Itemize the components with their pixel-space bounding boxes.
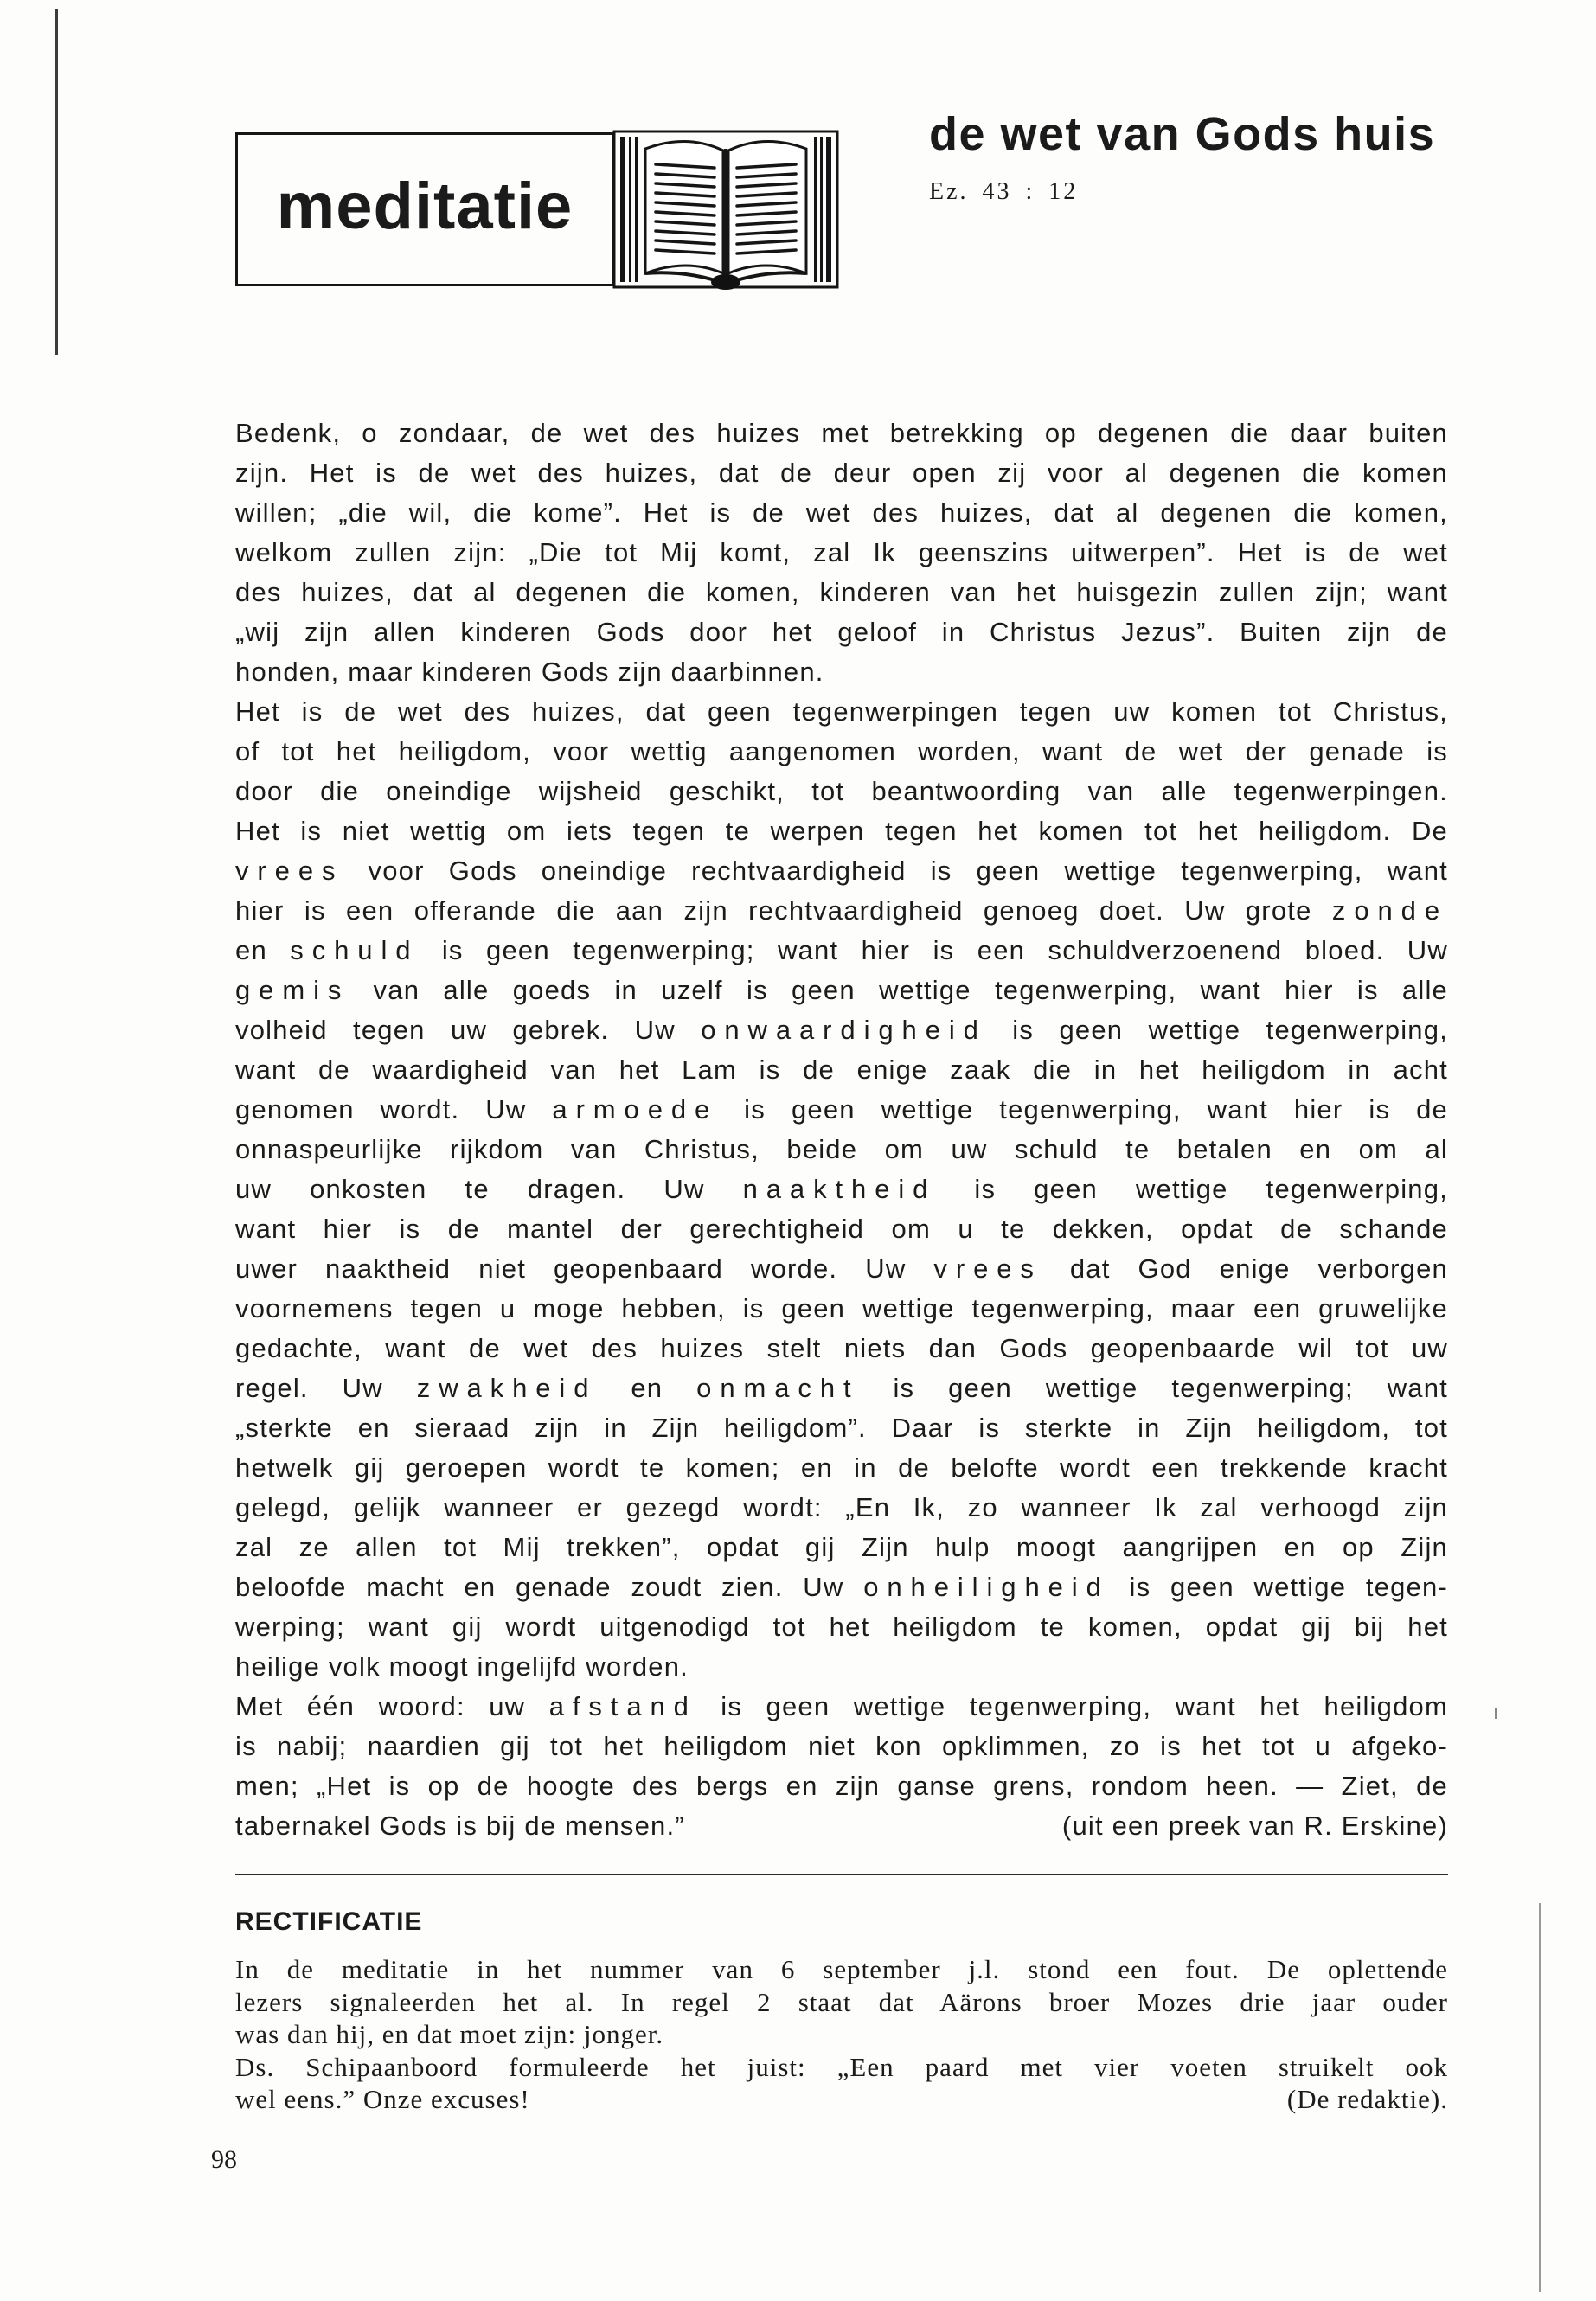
text-run: Met één woord: uw	[235, 1691, 549, 1721]
emphasized-word: vrees	[235, 856, 344, 886]
scan-edge-line	[1539, 1903, 1541, 2292]
text-run: willen; „die wil, die kome”. Het is de wet des huizes, dat al degenen die komen,	[235, 497, 1448, 528]
article-title: de wet van Gods huis	[929, 108, 1436, 160]
open-book-icon	[612, 126, 839, 292]
closing-text: tabernakel Gods is bij de mensen.”	[235, 1811, 685, 1841]
emphasized-word: onheiligheid	[863, 1572, 1110, 1602]
text-run: regel. Uw	[235, 1373, 417, 1403]
scan-edge-line	[55, 9, 58, 355]
text-line	[235, 732, 1448, 772]
text-line	[235, 1647, 1448, 1687]
text-line	[235, 851, 1448, 891]
paragraph	[235, 413, 1448, 692]
text-run: en	[597, 1373, 697, 1403]
closing-line	[235, 2083, 1448, 2116]
text-run: In de meditatie in het nummer van 6 september j.l. stond een fout. De oplettende	[235, 1954, 1448, 1984]
text-line	[235, 1249, 1448, 1289]
text-line	[235, 612, 1448, 652]
emphasized-word: zwakheid	[416, 1373, 598, 1403]
text-line	[235, 413, 1448, 453]
text-run: men; „Het is op de hoogte des bergs en zijn ganse grens, rondom heen. — Ziet, de	[235, 1771, 1448, 1801]
text-line	[235, 1170, 1448, 1209]
page-number: 98	[211, 2145, 237, 2174]
closing-line	[235, 1806, 1448, 1846]
text-run: dat God enige verborgen	[1042, 1253, 1448, 1284]
text-run: werping; want gij wordt uitgenodigd tot het heiligdom te komen, opdat gij bij het	[235, 1612, 1448, 1642]
text-line	[235, 1289, 1448, 1329]
text-run: lezers signaleerden het al. In regel 2 staat dat Aärons broer Mozes drie jaar ouder	[235, 1986, 1448, 2017]
section-label-box	[235, 132, 614, 286]
text-run: welkom zullen zijn: „Die tot Mij komt, zal Ik geenszins uitwerpen”. Het is de wet	[235, 537, 1448, 567]
text-run: Ds. Schipaanboord formuleerde het juist: „Een paard met vier voeten struikelt ook	[235, 2051, 1448, 2082]
text-line	[235, 1687, 1448, 1727]
text-run: zal ze allen tot Mij trekken”, opdat gij Zijn hulp moogt aangrijpen en op Zijn	[235, 1532, 1448, 1562]
text-line	[235, 2018, 1448, 2051]
emphasized-word: afstand	[548, 1691, 697, 1721]
text-line	[235, 1528, 1448, 1567]
paragraph	[235, 2051, 1448, 2116]
text-run: is geen wettige tegenwerping,	[986, 1015, 1448, 1045]
text-line	[235, 971, 1448, 1010]
closing-text: wel eens.” Onze excuses!	[235, 2084, 530, 2114]
text-line	[235, 1607, 1448, 1647]
text-line	[235, 1209, 1448, 1249]
emphasized-word: armoede	[552, 1094, 719, 1125]
text-run: heilige volk moogt ingelijfd worden.	[235, 1651, 689, 1682]
text-run: was dan hij, en dat moet zijn: jonger.	[235, 2019, 664, 2049]
text-run: hier is een offerande die aan zijn rechtvaardigheid genoeg doet. Uw grote	[235, 895, 1332, 926]
text-line	[235, 652, 1448, 692]
text-run: is geen wettige tegenwerping,	[936, 1174, 1448, 1204]
text-run: want de waardigheid van het Lam is de enige zaak die in het heiligdom in acht	[235, 1054, 1448, 1085]
emphasized-word: vrees	[933, 1253, 1042, 1284]
text-run: is nabij; naardien gij tot het heiligdom niet kon opklimmen, zo is het tot u afgeko-	[235, 1731, 1448, 1761]
paragraph	[235, 692, 1448, 1687]
text-line	[235, 1010, 1448, 1050]
emphasized-word: onmacht	[696, 1373, 860, 1403]
text-run: hetwelk gij geroepen wordt te komen; en in de belofte wordt een trekkende kracht	[235, 1452, 1448, 1483]
text-line	[235, 1766, 1448, 1806]
text-run: uw onkosten te dragen. Uw	[235, 1174, 743, 1204]
text-run: zijn. Het is de wet des huizes, dat de deur open zij voor al degenen die komen	[235, 458, 1448, 488]
text-line	[235, 1986, 1448, 2019]
text-line	[235, 1368, 1448, 1408]
emphasized-word: schuld	[290, 935, 420, 965]
text-run: des huizes, dat al degenen die komen, kinderen van het huisgezin zullen zijn; want	[235, 577, 1448, 607]
attribution: (uit een preek van R. Erskine)	[1061, 1811, 1448, 1841]
meditation-body	[235, 413, 1448, 1846]
text-run: voor Gods oneindige rechtvaardigheid is geen wettige tegenwerping, want	[343, 856, 1448, 886]
text-line	[235, 1567, 1448, 1607]
text-run: of tot het heiligdom, voor wettig aangenomen worden, want de wet der genade is	[235, 736, 1448, 766]
text-run: is geen wettige tegen-	[1109, 1572, 1448, 1602]
text-line	[235, 2051, 1448, 2084]
scripture-reference: Ez. 43 : 12	[929, 178, 1079, 205]
text-run: volheid tegen uw gebrek. Uw	[235, 1015, 702, 1045]
rectification-heading: RECTIFICATIE	[235, 1907, 423, 1936]
text-run: Het is de wet des huizes, dat geen tegenwerpingen tegen uw komen tot Christus,	[235, 696, 1448, 727]
text-run: is geen wettige tegenwerping, want hier is de	[718, 1094, 1448, 1125]
text-line	[235, 1953, 1448, 1986]
text-line	[235, 891, 1448, 931]
paragraph	[235, 1687, 1448, 1846]
text-line	[235, 533, 1448, 573]
text-run: is geen wettige tegenwerping, want het heiligdom	[696, 1691, 1448, 1721]
text-run: genomen wordt. Uw	[235, 1094, 553, 1125]
section-divider	[235, 1874, 1448, 1875]
scan-mark	[1495, 1708, 1497, 1719]
text-line	[235, 453, 1448, 493]
text-line	[235, 772, 1448, 811]
section-label: meditatie	[276, 170, 574, 243]
text-run: is geen wettige tegenwerping; want	[859, 1373, 1448, 1403]
text-line	[235, 1329, 1448, 1368]
text-run: gedachte, want de wet des huizes stelt niets dan Gods geopenbaarde wil tot uw	[235, 1333, 1448, 1363]
book-bookmark	[711, 274, 740, 290]
text-line	[235, 1727, 1448, 1766]
text-run: Bedenk, o zondaar, de wet des huizes met betrekking op degenen die daar buiten	[235, 418, 1448, 448]
text-run: en	[235, 935, 291, 965]
rectification-body	[235, 1953, 1448, 2116]
text-run: van alle goeds in uzelf is geen wettige tegenwerping, want hier is alle	[349, 975, 1448, 1005]
text-line	[235, 1090, 1448, 1130]
text-run: onnaspeurlijke rijkdom van Christus, beide om uw schuld te betalen en om al	[235, 1134, 1448, 1164]
emphasized-word: gemis	[235, 975, 350, 1005]
text-run: voornemens tegen u moge hebben, is geen wettige tegenwerping, maar een gruwelijke	[235, 1293, 1448, 1324]
text-run: is geen tegenwerping; want hier is een schuldverzoenend bloed. Uw	[419, 935, 1448, 965]
text-run: „sterkte en sieraad zijn in Zijn heiligdom”. Daar is sterkte in Zijn heiligdom, tot	[235, 1413, 1448, 1443]
text-run: want hier is de mantel der gerechtigheid om u te dekken, opdat de schande	[235, 1214, 1448, 1244]
emphasized-word: naaktheid	[742, 1174, 937, 1204]
text-line	[235, 811, 1448, 851]
text-run: „wij zijn allen kinderen Gods door het geloof in Christus Jezus”. Buiten zijn de	[235, 617, 1448, 647]
text-line	[235, 931, 1448, 971]
paragraph	[235, 1953, 1448, 2051]
text-line	[235, 1488, 1448, 1528]
text-run: door die oneindige wijsheid geschikt, tot beantwoording van alle tegenwerpingen.	[235, 776, 1448, 806]
text-run: beloofde macht en genade zoudt zien. Uw	[235, 1572, 864, 1602]
attribution: (De redaktie).	[1286, 2084, 1448, 2114]
text-line	[235, 1408, 1448, 1448]
text-run: honden, maar kinderen Gods zijn daarbinnen.	[235, 657, 824, 687]
emphasized-word: zonde	[1331, 895, 1448, 926]
text-run: uwer naaktheid niet geopenbaard worde. Uw	[235, 1253, 934, 1284]
text-line	[235, 1050, 1448, 1090]
emphasized-word: onwaardigheid	[701, 1015, 987, 1045]
text-line	[235, 493, 1448, 533]
text-line	[235, 692, 1448, 732]
text-run: gelegd, gelijk wanneer er gezegd wordt: „En Ik, zo wanneer Ik zal verhoogd zijn	[235, 1492, 1448, 1522]
text-line	[235, 1448, 1448, 1488]
text-run: Het is niet wettig om iets tegen te werpen tegen het komen tot het heiligdom. De	[235, 816, 1448, 846]
text-line	[235, 1130, 1448, 1170]
text-line	[235, 573, 1448, 612]
